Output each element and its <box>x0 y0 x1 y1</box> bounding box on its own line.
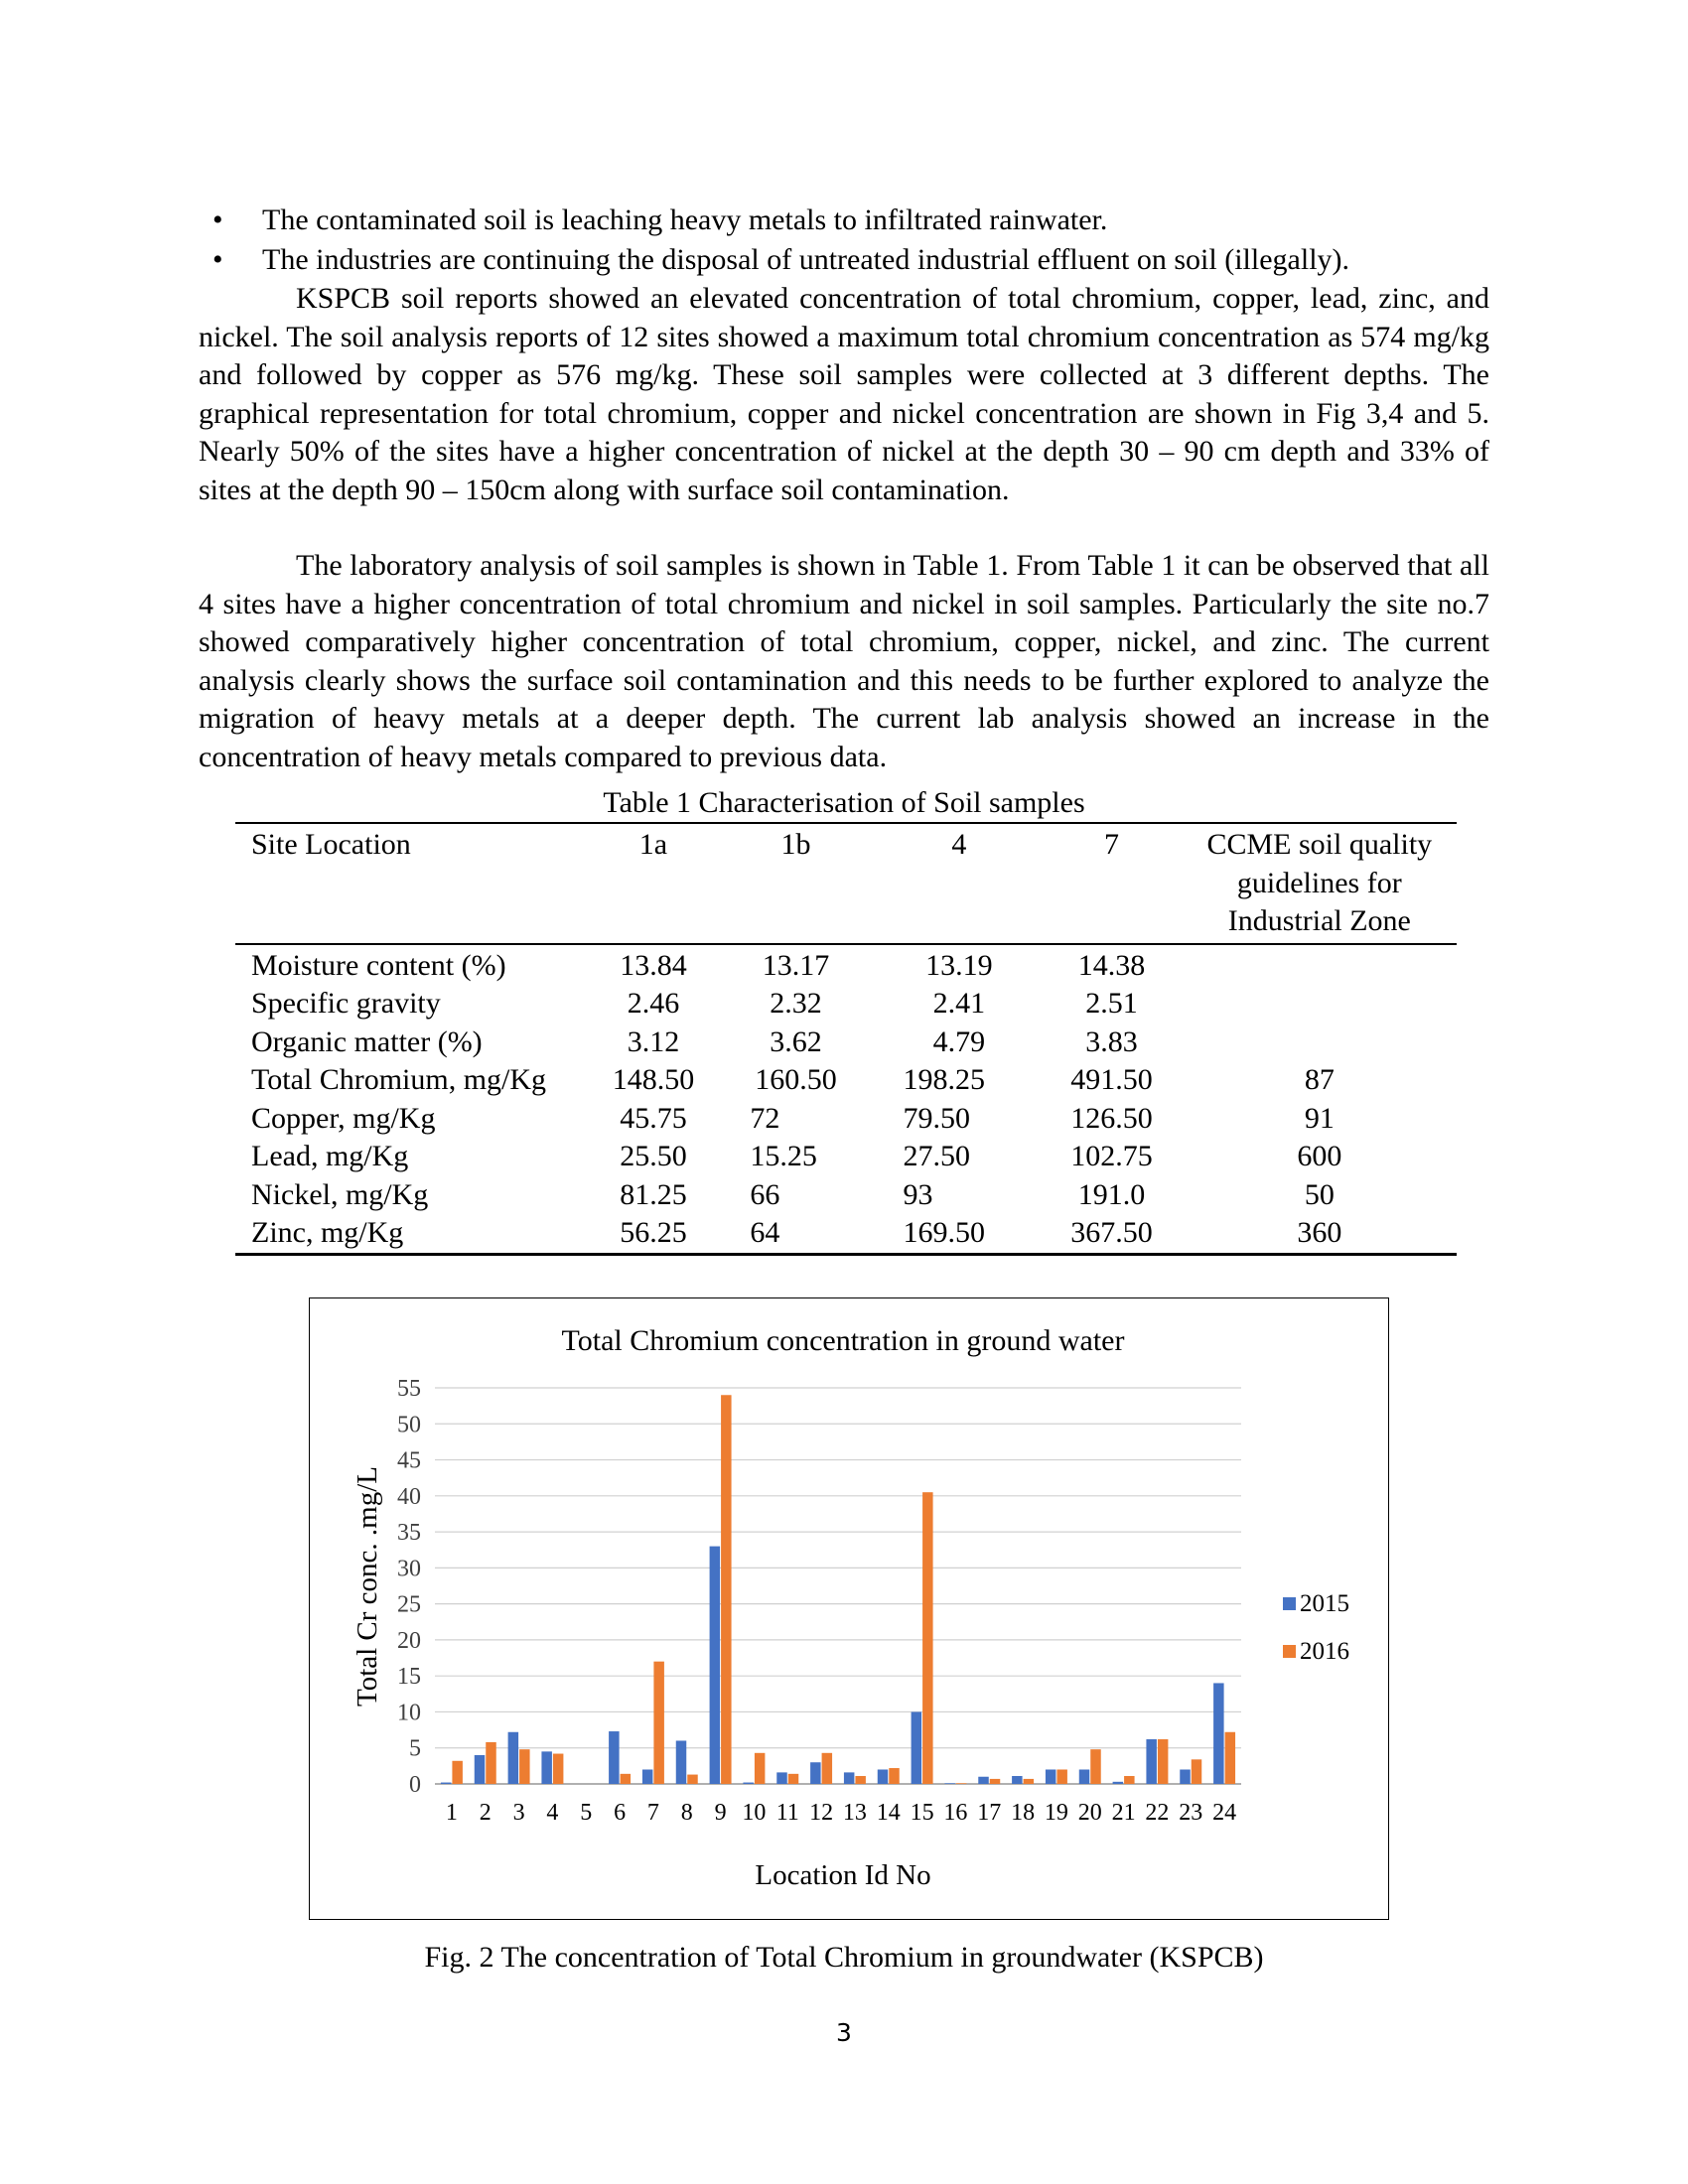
bar-2015 <box>978 1777 988 1784</box>
cell-site-1a: 148.50 <box>612 1063 695 1096</box>
header-ccme-guidelines: CCME soil quality guidelines for Industrial Zone <box>1206 828 1433 937</box>
cell-ccme <box>1183 1024 1457 1062</box>
x-tick-label: 24 <box>1212 1800 1237 1826</box>
body-paragraph <box>199 547 1489 776</box>
cell-site-1a: 3.12 <box>627 1024 680 1058</box>
table-caption: Table 1 Characterisation of Soil samples <box>603 786 1085 819</box>
bullet-text: The industries are continuing the disposal of untreated industrial effluent on soil (illegally). <box>262 243 1350 276</box>
cell-ccme: 91 <box>1304 1101 1335 1135</box>
table-row <box>235 944 1457 986</box>
x-tick-label: 6 <box>614 1800 627 1826</box>
bar-2016 <box>956 1783 966 1784</box>
x-tick-label: 11 <box>775 1800 799 1826</box>
x-tick-label: 18 <box>1011 1800 1036 1826</box>
bar-2015 <box>508 1732 518 1784</box>
cell-site-7: 3.83 <box>1085 1024 1138 1058</box>
cell-site-7: 491.50 <box>1070 1063 1153 1096</box>
bar-2016 <box>653 1662 663 1784</box>
x-tick-label: 16 <box>943 1800 968 1826</box>
bar-2016 <box>1024 1779 1034 1784</box>
bar-2015 <box>844 1772 854 1784</box>
x-tick-label: 12 <box>809 1800 834 1826</box>
header-site-1b: 1b <box>780 828 811 861</box>
bar-2016 <box>452 1761 462 1784</box>
bar-2016 <box>721 1395 731 1784</box>
x-tick-label: 5 <box>580 1800 593 1826</box>
bar-2015 <box>776 1772 786 1784</box>
cell-site-7: 367.50 <box>1070 1216 1153 1249</box>
x-tick-label: 20 <box>1077 1800 1102 1826</box>
bar-2015 <box>912 1711 921 1784</box>
cell-site-7: 102.75 <box>1070 1140 1153 1172</box>
bar-2015 <box>1079 1769 1089 1784</box>
table-row <box>235 1024 1457 1062</box>
bar-2016 <box>1192 1759 1201 1784</box>
cell-ccme <box>1183 985 1457 1024</box>
body-paragraph <box>199 280 1489 509</box>
bar-2016 <box>519 1749 529 1784</box>
x-tick-label: 22 <box>1145 1800 1170 1826</box>
bar-2015 <box>1046 1769 1055 1784</box>
bar-2015 <box>1146 1739 1156 1784</box>
bar-2016 <box>687 1775 697 1784</box>
bullet-text: The contaminated soil is leaching heavy metals to infiltrated rainwater. <box>262 204 1108 236</box>
x-tick-label: 14 <box>876 1800 901 1826</box>
bar-2016 <box>486 1742 495 1784</box>
y-tick-label: 50 <box>397 1412 421 1438</box>
table-row <box>235 1176 1457 1215</box>
cell-site-7: 126.50 <box>1070 1101 1153 1135</box>
y-axis-label: Total Cr conc. .mg/L <box>352 1466 383 1706</box>
cell-site-1b: 13.17 <box>762 948 830 982</box>
table-row <box>235 1214 1457 1254</box>
bar-2016 <box>1090 1749 1100 1784</box>
cell-site-1a: 56.25 <box>620 1216 687 1249</box>
table-row <box>235 1100 1457 1139</box>
x-tick-label: 2 <box>479 1800 492 1826</box>
y-tick-label: 5 <box>409 1735 421 1762</box>
cell-site-1a: 13.84 <box>620 948 687 982</box>
bar-2015 <box>743 1783 753 1784</box>
bullet-item <box>199 201 1489 240</box>
cell-site-7: 14.38 <box>1077 948 1146 982</box>
bar-2015 <box>1213 1683 1223 1784</box>
bar-2015 <box>944 1783 954 1784</box>
bullet-list <box>199 201 1489 280</box>
x-tick-label: 13 <box>842 1800 867 1826</box>
legend-swatch-2015 <box>1283 1597 1296 1610</box>
x-tick-label: 17 <box>977 1800 1002 1826</box>
bar-2016 <box>621 1774 631 1784</box>
y-tick-label: 35 <box>397 1520 421 1547</box>
cell-site-4: 13.19 <box>925 948 993 982</box>
bar-2015 <box>642 1769 652 1784</box>
x-tick-label: 23 <box>1179 1800 1203 1826</box>
cell-site-1b: 72 <box>750 1101 780 1135</box>
bar-2016 <box>922 1492 932 1784</box>
cell-parameter: Organic matter (%) <box>251 1024 483 1058</box>
bar-2016 <box>822 1753 832 1784</box>
cell-site-1a: 81.25 <box>620 1177 687 1211</box>
bar-2015 <box>1113 1782 1123 1784</box>
header-site-4: 4 <box>951 828 967 861</box>
x-tick-label: 10 <box>742 1800 767 1826</box>
chart-container <box>309 1297 1389 1920</box>
figure-caption: Fig. 2 The concentration of Total Chromium in groundwater (KSPCB) <box>424 1941 1264 1974</box>
x-tick-label: 3 <box>512 1800 525 1826</box>
cell-site-4: 79.50 <box>903 1101 971 1135</box>
x-axis-label: Location Id No <box>755 1859 931 1891</box>
bar-2015 <box>475 1755 485 1784</box>
y-tick-label: 55 <box>397 1376 421 1402</box>
header-site-1a: 1a <box>638 828 668 861</box>
cell-site-4: 2.41 <box>932 987 986 1020</box>
bar-2016 <box>855 1776 865 1784</box>
header-site-location: Site Location <box>251 828 411 861</box>
bar-2015 <box>541 1751 551 1784</box>
bar-2016 <box>553 1754 563 1784</box>
cell-site-7: 191.0 <box>1077 1177 1146 1211</box>
x-tick-label: 4 <box>546 1800 559 1826</box>
cell-site-1b: 3.62 <box>770 1024 822 1058</box>
bar-2015 <box>1180 1769 1190 1784</box>
cell-site-7: 2.51 <box>1085 987 1138 1020</box>
bar-2015 <box>810 1762 820 1784</box>
chromium-bar-chart <box>310 1298 1390 1921</box>
page-number: 3 <box>836 2018 852 2047</box>
bar-2015 <box>441 1783 451 1784</box>
paragraph-text: The laboratory analysis of soil samples is shown in Table 1. From Table 1 it can be observed that all 4 sites have a higher concentration of total chromium and nickel in soil samples. Particularly the site no.7 showed comparatively higher concentration of total chromium, copper, nickel, and zinc. The current analysis clearly shows the surface soil contamination and this needs to be further explored to analyze the migration of heavy metals at a deeper depth. The current lab analysis showed an increase in the concentration of heavy metals compared to previous data. <box>199 549 1489 773</box>
x-tick-label: 21 <box>1111 1800 1136 1826</box>
table-header-row <box>235 823 1457 944</box>
y-tick-label: 20 <box>397 1627 421 1654</box>
header-site-7: 7 <box>1103 828 1119 861</box>
bullet-item <box>199 240 1489 280</box>
bar-2015 <box>676 1740 686 1784</box>
y-tick-label: 45 <box>397 1447 421 1474</box>
bar-2016 <box>889 1768 899 1784</box>
y-tick-label: 10 <box>397 1700 421 1726</box>
bar-2016 <box>755 1753 765 1784</box>
cell-parameter: Moisture content (%) <box>251 948 506 982</box>
cell-site-4: 198.25 <box>903 1063 986 1096</box>
x-tick-label: 15 <box>910 1800 934 1826</box>
cell-ccme: 50 <box>1304 1177 1335 1211</box>
cell-site-1b: 160.50 <box>755 1063 837 1096</box>
x-tick-label: 19 <box>1044 1800 1068 1826</box>
x-tick-label: 9 <box>714 1800 727 1826</box>
y-tick-label: 0 <box>409 1772 421 1798</box>
table-row <box>235 1061 1457 1100</box>
x-tick-label: 8 <box>680 1800 693 1826</box>
bar-2016 <box>1056 1769 1066 1784</box>
cell-parameter: Specific gravity <box>251 987 441 1020</box>
table-row <box>235 1138 1457 1176</box>
bullet-dot-icon: • <box>212 243 223 276</box>
y-tick-label: 25 <box>397 1591 421 1618</box>
cell-parameter: Copper, mg/Kg <box>251 1101 436 1135</box>
bar-2016 <box>788 1774 798 1784</box>
y-tick-label: 40 <box>397 1483 421 1510</box>
x-tick-label: 7 <box>646 1800 659 1826</box>
bullet-dot-icon: • <box>212 204 223 236</box>
cell-ccme: 360 <box>1297 1216 1342 1249</box>
cell-site-1a: 25.50 <box>620 1140 687 1172</box>
cell-ccme: 600 <box>1297 1140 1342 1172</box>
bar-2016 <box>1124 1776 1134 1784</box>
bar-2015 <box>609 1731 619 1784</box>
bar-2016 <box>990 1779 1000 1784</box>
bar-2016 <box>1158 1739 1168 1784</box>
cell-parameter: Zinc, mg/Kg <box>251 1216 404 1249</box>
table-row <box>235 985 1457 1024</box>
soil-characterisation-table <box>235 822 1457 1256</box>
bar-2015 <box>1012 1776 1022 1784</box>
cell-site-1a: 2.46 <box>627 987 680 1020</box>
bar-2015 <box>878 1769 888 1784</box>
x-tick-label: 1 <box>445 1800 458 1826</box>
cell-site-1b: 2.32 <box>770 987 822 1020</box>
cell-ccme <box>1183 944 1457 986</box>
cell-parameter: Total Chromium, mg/Kg <box>251 1063 547 1096</box>
bar-2015 <box>710 1547 720 1784</box>
cell-site-4: 169.50 <box>903 1216 986 1249</box>
cell-site-1b: 66 <box>750 1177 780 1211</box>
cell-site-1b: 64 <box>750 1216 780 1249</box>
cell-site-4: 93 <box>903 1177 933 1211</box>
cell-site-4: 4.79 <box>932 1024 986 1058</box>
cell-parameter: Nickel, mg/Kg <box>251 1177 429 1211</box>
bar-2016 <box>1225 1732 1235 1784</box>
legend-swatch-2016 <box>1283 1645 1296 1658</box>
y-tick-label: 30 <box>397 1556 421 1582</box>
y-tick-label: 15 <box>397 1664 421 1691</box>
cell-site-1b: 15.25 <box>750 1140 817 1172</box>
legend-label-2016: 2016 <box>1300 1638 1349 1665</box>
paragraph-text: KSPCB soil reports showed an elevated concentration of total chromium, copper, lead, zinc, and nickel. The soil analysis reports of 12 sites showed a maximum total chromium concentration as 574 mg/kg and followed by copper as 576 mg/kg. These soil samples were collected at 3 different depths. The graphical representation for total chromium, copper and nickel concentration are shown in Fig 3,4 and 5. Nearly 50% of the sites have a higher concentration of nickel at the depth 30 – 90 cm depth and 33% of sites at the depth 90 – 150cm along with surface soil contamination. <box>199 282 1489 506</box>
cell-site-4: 27.50 <box>903 1140 971 1172</box>
chart-title: Total Chromium concentration in ground water <box>561 1324 1125 1357</box>
legend-label-2015: 2015 <box>1300 1590 1349 1617</box>
cell-ccme: 87 <box>1304 1063 1335 1096</box>
cell-site-1a: 45.75 <box>620 1101 687 1135</box>
cell-parameter: Lead, mg/Kg <box>251 1140 409 1172</box>
